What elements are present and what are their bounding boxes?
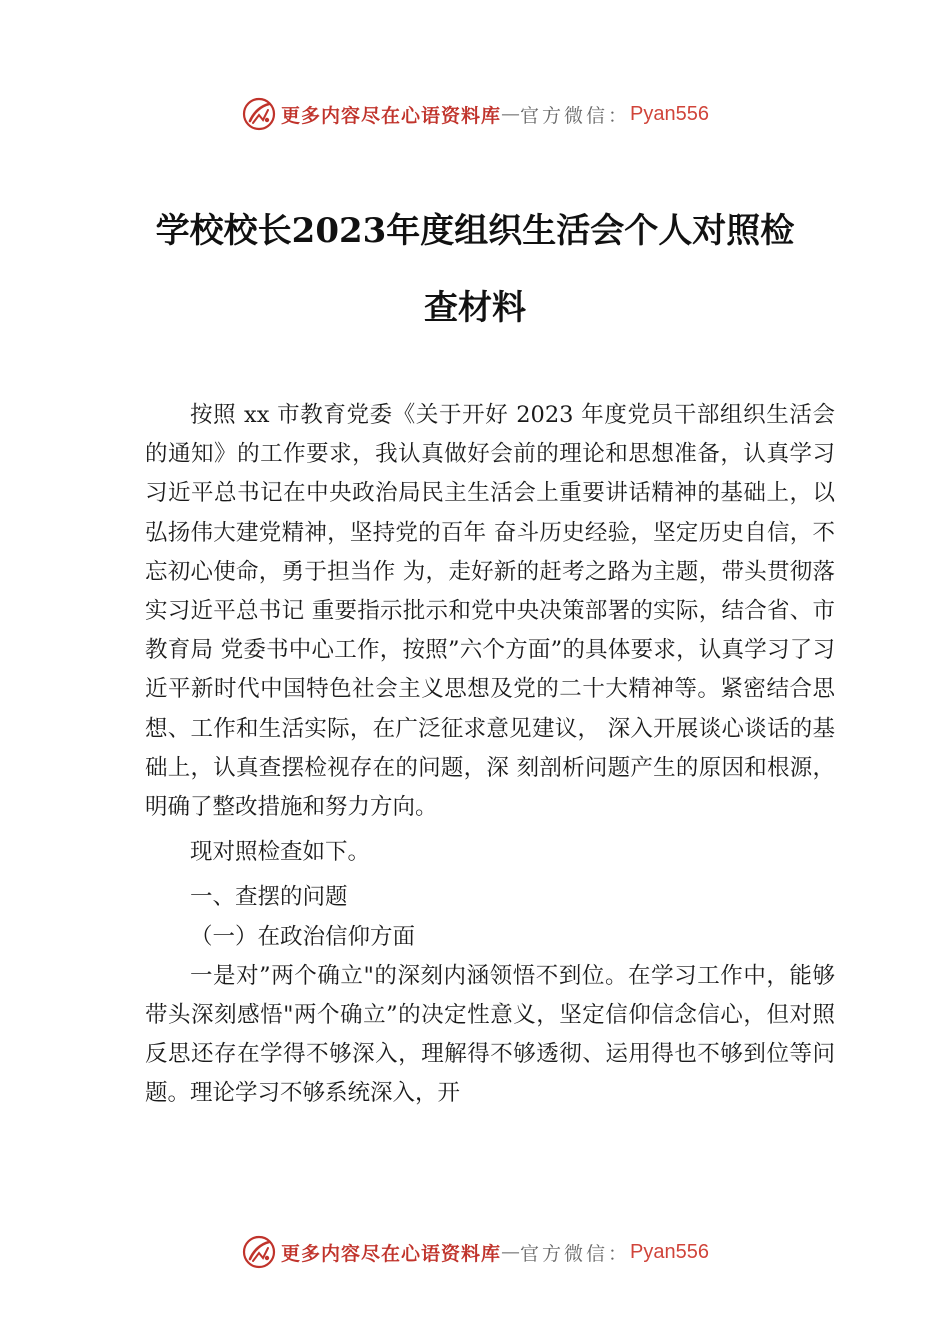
banner-main-text: 更多内容尽在心语资料库 (281, 1242, 502, 1265)
document-title-line-1: 学校校长2023年度组织生活会个人对照检 (155, 211, 795, 251)
subsection-heading: （一）在政治信仰方面 (190, 923, 416, 950)
paragraph-intro: 按照 xx 市教育党委《关于开好 2023 年度党员干部组织生活会的通知》的工作要求，我认真做好会前的理论和思想准备，认真学习习近平总书记在中央政治局民主生活会上重要讲话精神的基础上，以弘扬伟大建党精神，坚持党的百年 奋斗历史经验，坚定历史自信，不忘初心使命，勇于担当作 为，走好新的赶考之路为主题，带头贯彻落实习近平总书记 重要指示批示和党中央决策部署的实际，结合省、市教育局 党委书中心工作，按照”六个方面”的具体要求，认真学习了习近平新时代中国特色社会主义思想及党的二十大精神等。紧密结合思想、工作和生活实际，在广泛征求意见建议， 深入开展谈心谈话的基础上，认真查摆检视存在的问题，深 刻剖析问题产生的原因和根源，明确了整改措施和努力方向。 (145, 402, 835, 821)
banner-label: 官方微信： (520, 104, 631, 127)
paragraph-lead: 现对照检查如下。 (190, 839, 371, 866)
banner-separator: — (501, 103, 521, 125)
banner-separator: — (501, 1241, 521, 1263)
banner-id: Pyan556 (630, 102, 709, 125)
header-banner (0, 94, 950, 134)
banner-id: Pyan556 (630, 1240, 709, 1263)
brand-logo-icon (241, 1234, 277, 1270)
banner-label: 官方微信： (520, 1242, 631, 1265)
document-body (145, 396, 835, 1114)
document-title-line-2: 查材料 (424, 288, 526, 328)
banner-main-text: 更多内容尽在心语资料库 (281, 104, 502, 127)
footer-banner (0, 1232, 950, 1272)
paragraph-item-1: 一是对”两个确立"的深刻内涵领悟不到位。在学习工作中，能够带头深刻感悟"两个确立”的决定性意义，坚定信仰信念信心，但对照反思还存在学得不够深入，理解得不够透彻、运用得也不够到位等问题。理论学习不够系统深入，开 (145, 962, 835, 1107)
brand-logo-icon (241, 96, 277, 132)
section-heading: 一、查摆的问题 (190, 884, 348, 911)
